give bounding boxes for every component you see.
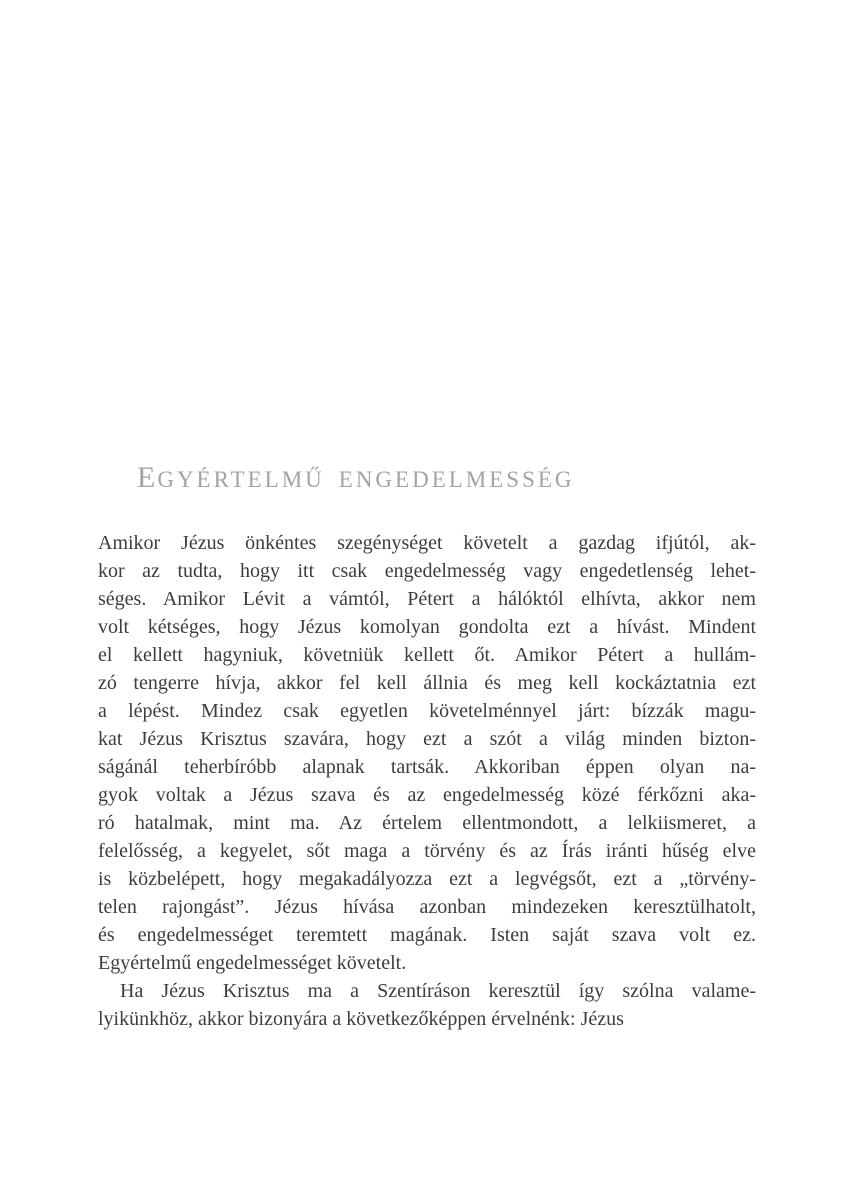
text-line: gyok voltak a Jézus szava és az engedelmesség közé férkőzni aka-	[98, 784, 756, 806]
chapter-title-word1: GYÉRTELMŰ	[157, 467, 325, 492]
text-line: séges. Amikor Lévit a vámtól, Pétert a hálóktól elhívta, akkor nem	[98, 588, 756, 610]
text-line: volt kétséges, hogy Jézus komolyan gondolta ezt a hívást. Mindent	[98, 616, 756, 638]
text-line: is közbelépett, hogy megakadályozza ezt a legvégsőt, ezt a „törvény-	[98, 868, 756, 890]
text-line: felelősség, a kegyelet, sőt maga a törvény és az Írás iránti hűség elve	[98, 840, 756, 862]
text-line: kor az tudta, hogy itt csak engedelmesség vagy engedetlenség lehet-	[98, 560, 756, 582]
chapter-title	[137, 461, 575, 495]
text-line: kat Jézus Krisztus szavára, hogy ezt a szót a világ minden bizton-	[98, 728, 756, 750]
text-line: a lépést. Mindez csak egyetlen követelménnyel járt: bízzák magu-	[98, 700, 756, 722]
text-line: ró hatalmak, mint ma. Az értelem ellentmondott, a lelkiismeret, a	[98, 812, 756, 834]
text-line: el kellett hagyniuk, követniük kellett őt. Amikor Pétert a hullám-	[98, 644, 756, 666]
body-text	[98, 529, 756, 1033]
text-line: lyikünkhöz, akkor bizonyára a következőképpen érvelnénk: Jézus	[98, 1008, 624, 1030]
chapter-title-word2: ENGEDELMESSÉG	[338, 467, 575, 492]
chapter-title-initial: E	[137, 461, 158, 494]
text-line: Egyértelmű engedelmességet követelt.	[98, 952, 407, 974]
paragraph-2	[98, 977, 756, 1033]
text-line: zó tengerre hívja, akkor fel kell állnia és meg kell kockáztatnia ezt	[98, 672, 756, 694]
text-line: telen rajongást”. Jézus hívása azonban mindezeken keresztülhatolt,	[98, 896, 756, 918]
paragraph-1	[98, 529, 756, 977]
text-line: Ha Jézus Krisztus ma a Szentíráson keresztül így szólna valame-	[120, 980, 756, 1002]
text-line: Amikor Jézus önkéntes szegénységet követelt a gazdag ifjútól, ak-	[98, 532, 756, 554]
text-line: ságánál teherbíróbb alapnak tartsák. Akkoriban éppen olyan na-	[98, 756, 756, 778]
text-line: és engedelmességet teremtett magának. Isten saját szava volt ez.	[98, 924, 756, 946]
